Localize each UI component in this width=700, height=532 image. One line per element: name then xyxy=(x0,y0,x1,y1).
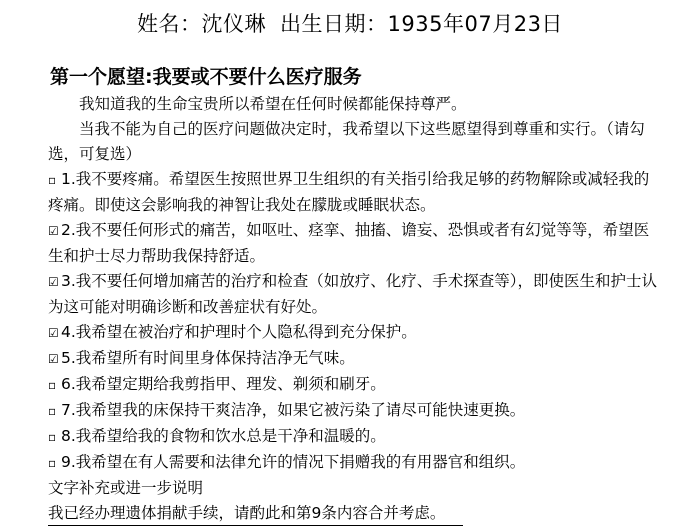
checkbox[interactable]: ☑ xyxy=(48,224,59,238)
wish-item xyxy=(48,167,658,218)
wish-item xyxy=(48,372,658,398)
note-field[interactable]: 我已经办理遗体捐献手续，请酌此和第9条内容合并考虑。 xyxy=(48,501,463,526)
wish-content xyxy=(48,92,658,526)
wish-item xyxy=(48,398,658,424)
checkbox[interactable]: ☑ xyxy=(48,326,59,340)
wish-item-text: 8.我希望给我的食物和饮水总是干净和温暖的。 xyxy=(61,427,386,445)
wish-item-text: 6.我希望定期给我剪指甲、理发、剃须和刷牙。 xyxy=(61,375,386,393)
wish-item xyxy=(48,218,658,269)
form-header xyxy=(0,8,700,38)
note-label: 文字补充或进一步说明 xyxy=(48,479,204,497)
checkbox[interactable]: ▫ xyxy=(48,404,57,418)
instruction-paragraph: 当我不能为自己的医疗问题做决定时，我希望以下这些愿望得到尊重和实行。（请勾选，可复选） xyxy=(48,120,645,163)
birth-date-label: 出生日期： xyxy=(280,12,388,36)
wish-item-text: 9.我希望在有人需要和法律允许的情况下捐赠我的有用器官和组织。 xyxy=(61,453,526,471)
birth-date: 1935年07月23日 xyxy=(387,12,563,36)
wish-item xyxy=(48,320,658,346)
checkbox[interactable]: ▫ xyxy=(48,430,57,444)
wish-item xyxy=(48,269,658,320)
checkbox[interactable]: ☑ xyxy=(48,275,59,289)
wish-item-text: 7.我希望我的床保持干爽洁净，如果它被污染了请尽可能快速更换。 xyxy=(61,401,526,419)
wish-item-text: 1.我不要疼痛。希望医生按照世界卫生组织的有关指引给我足够的药物解除或减轻我的疼痛。即使这会影响我的神智让我处在朦胧或睡眠状态。 xyxy=(48,170,650,214)
wish-item-text: 2.我不要任何形式的痛苦，如呕吐、痉挛、抽搐、谵妄、恐惧或者有幻觉等等，希望医生和护士尽力帮助我保持舒适。 xyxy=(48,221,650,265)
section-title: 第一个愿望:我要或不要什么医疗服务 xyxy=(50,66,362,88)
checkbox[interactable]: ▫ xyxy=(48,456,57,470)
wish-item xyxy=(48,346,658,372)
wish-item-text: 3.我不要任何增加痛苦的治疗和检查（如放疗、化疗、手术探查等），即使医生和护士认为这可能对明确诊断和改善症状有好处。 xyxy=(48,272,658,316)
wish-item xyxy=(48,424,658,450)
wish-item-text: 5.我希望所有时间里身体保持洁净无气味。 xyxy=(61,349,355,367)
intro-paragraph: 我知道我的生命宝贵所以希望在任何时候都能保持尊严。 xyxy=(79,95,467,113)
wish-item-text: 4.我希望在被治疗和护理时个人隐私得到充分保护。 xyxy=(61,323,417,341)
checkbox[interactable]: ▫ xyxy=(48,378,57,392)
patient-name: 沈仪琳 xyxy=(201,12,267,36)
wish-item xyxy=(48,450,658,476)
checkbox[interactable]: ▫ xyxy=(48,173,57,187)
checkbox[interactable]: ☑ xyxy=(48,352,59,366)
name-label: 姓名： xyxy=(137,12,202,36)
